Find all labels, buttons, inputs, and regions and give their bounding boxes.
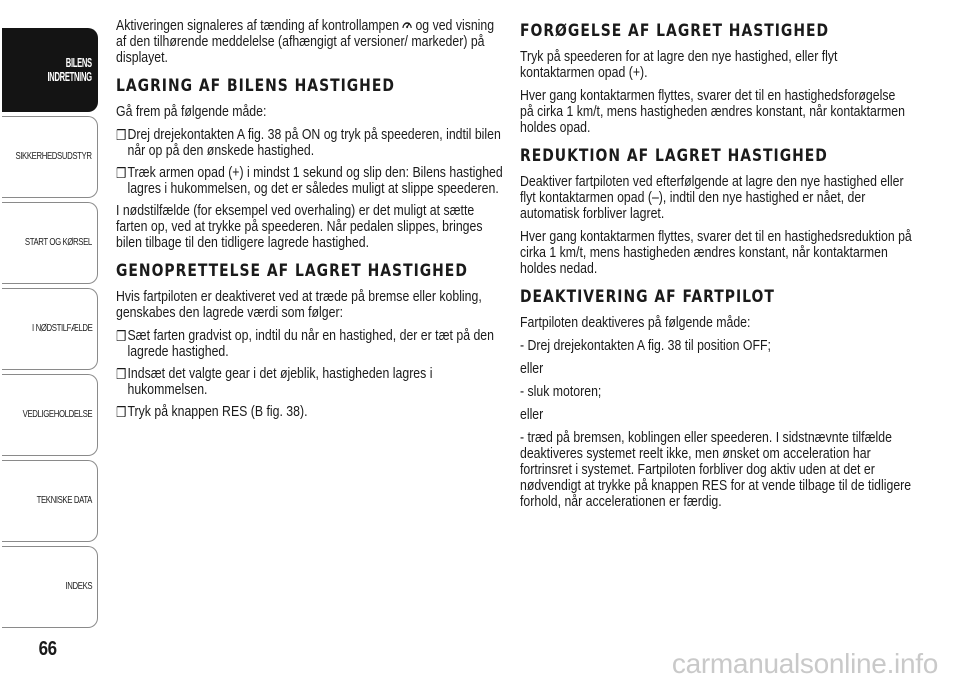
bullet-item: ❒ Træk armen opad (+) i mindst 1 sekund og slip den: Bilens hastighed lagres i hukommelsen, og det er således muligt at slippe speederen.: [116, 164, 503, 197]
tab-label: INDEKS: [65, 581, 92, 592]
paragraph: - sluk motoren;: [520, 383, 602, 400]
checkbox-bullet-icon: ❒: [116, 165, 127, 181]
tab-label: START OG KØRSEL: [25, 237, 92, 248]
left-column: [116, 18, 504, 426]
checkbox-bullet-icon: ❒: [116, 366, 127, 382]
tab-label: INDRETNING: [47, 70, 92, 84]
cruise-control-icon: [402, 19, 413, 31]
checkbox-bullet-icon: ❒: [116, 328, 127, 344]
tab-vedligeholdelse[interactable]: [2, 374, 98, 456]
heading-reduktion: REDUKTION AF LAGRET HASTIGHED: [520, 146, 828, 166]
paragraph: I nødstilfælde (for eksempel ved overhaling) er det muligt at sætte farten op, ved at trykke på speederen. Når pedalen slippes, bringes bilen tilbage til den tidligere lagrede hastighed.: [116, 202, 483, 251]
paragraph: Hvis fartpiloten er deaktiveret ved at træde på bremse eller kobling, genskabes den lagrede værdi som følger:: [116, 288, 482, 321]
chapter-tabs: [0, 0, 100, 686]
tab-bilens-indretning[interactable]: [2, 28, 98, 112]
paragraph: - træd på bremsen, koblingen eller speederen. I sidstnævnte tilfælde deaktiveres systemet reelt ikke, men ønsket om acceleration har fortrinsret i systemet. Fartpiloten forbliver dog aktiv uden at det er nødvendigt at trykke på knappen RES for at vende tilbage til de tidligere forhold, når accelerationen er færdig.: [520, 429, 912, 510]
tab-i-nodstilfaelde[interactable]: [2, 288, 98, 370]
tab-indeks[interactable]: [2, 546, 98, 628]
heading-forogelse: FORØGELSE AF LAGRET HASTIGHED: [520, 21, 830, 41]
tab-label: I NØDSTILFÆLDE: [31, 323, 92, 334]
checkbox-bullet-icon: ❒: [116, 127, 127, 143]
bullet-item: ❒ Drej drejekontakten A fig. 38 på ON og tryk på speederen, indtil bilen når op på den ønskede hastighed.: [116, 126, 501, 159]
checkbox-bullet-icon: ❒: [116, 404, 127, 420]
tab-label: VEDLIGEHOLDELSE: [22, 409, 92, 420]
paragraph: eller: [520, 406, 544, 423]
bullet-item: ❒ Sæt farten gradvist op, indtil du når en hastighed, der er tæt på den lagrede hastighed.: [116, 327, 494, 360]
paragraph: Deaktiver fartpiloten ved efterfølgende at lagre den nye hastighed eller flyt kontaktarmen opad (–), indtil den nye hastighed er nået, der automatisk forbliver lagret.: [520, 173, 904, 222]
heading-lagring: LAGRING AF BILENS HASTIGHED: [116, 76, 395, 96]
bullet-item: ❒ Tryk på knappen RES (B fig. 38).: [116, 403, 308, 420]
tab-tekniske-data[interactable]: [2, 460, 98, 542]
intro-paragraph: Aktiveringen signaleres af tænding af kontrollampen og ved visning af den tilhørende meddelelse (afhængigt af versioner/ markeder) på displayet.: [116, 17, 495, 66]
tab-label: TEKNISKE DATA: [36, 495, 92, 506]
tab-label: BILENS: [65, 56, 92, 70]
paragraph: eller: [520, 360, 544, 377]
tab-label: SIKKERHEDSUDSTYR: [15, 151, 92, 162]
paragraph: Fartpiloten deaktiveres på følgende måde:: [520, 314, 751, 331]
paragraph: - Drej drejekontakten A fig. 38 til position OFF;: [520, 337, 771, 354]
right-column: [520, 18, 912, 517]
tab-start-og-korsel[interactable]: [2, 202, 98, 284]
tab-sikkerhedsudstyr[interactable]: [2, 116, 98, 198]
heading-deaktivering: DEAKTIVERING AF FARTPILOT: [520, 287, 775, 307]
heading-genoprettelse: GENOPRETTELSE AF LAGRET HASTIGHED: [116, 261, 468, 281]
watermark: carmanualsonline.info: [671, 648, 938, 679]
bullet-item: ❒ Indsæt det valgte gear i det øjeblik, hastigheden lagres i hukommelsen.: [116, 365, 433, 398]
page-number: 66: [38, 638, 58, 660]
paragraph: Tryk på speederen for at lagre den nye hastighed, eller flyt kontaktarmen opad (+).: [520, 48, 838, 81]
paragraph: Gå frem på følgende måde:: [116, 103, 267, 120]
paragraph: Hver gang kontaktarmen flyttes, svarer det til en hastighedsforøgelse på cirka 1 km/t, mens hastigheden ændres konstant, når kontaktarmen holdes opad.: [520, 87, 905, 136]
paragraph: Hver gang kontaktarmen flyttes, svarer det til en hastighedsreduktion på cirka 1 km/t, mens hastigheden ændres konstant, når kontaktarmen holdes nedad.: [520, 228, 912, 277]
